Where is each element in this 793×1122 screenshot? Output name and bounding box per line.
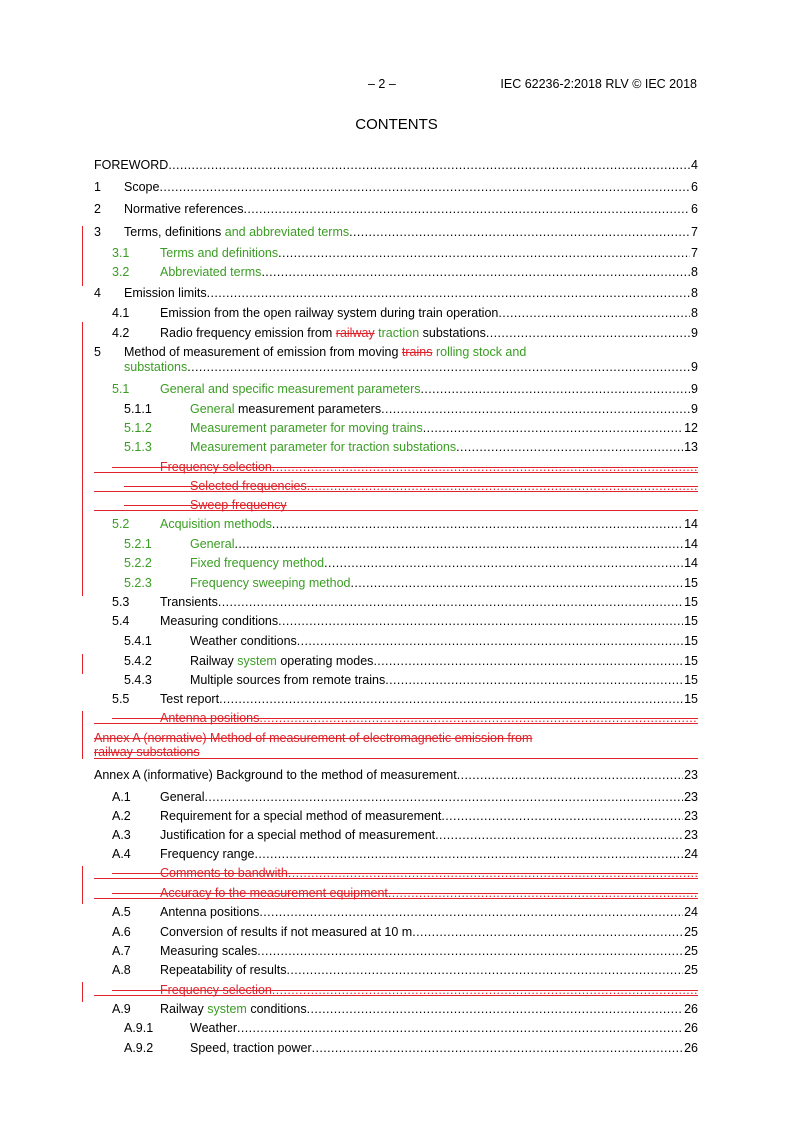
document-reference: IEC 62236-2:2018 RLV © IEC 2018 bbox=[500, 77, 697, 91]
toc-entry-a5[interactable]: A.5 Antenna positions ..... 24 bbox=[94, 905, 698, 924]
change-bar bbox=[82, 322, 83, 596]
toc-entry-a7[interactable]: A.7 Measuring scales ..... 25 bbox=[94, 944, 698, 963]
page-number: – 2 – bbox=[368, 77, 396, 91]
toc-entry-5-4[interactable]: 5.4 Measuring conditions ..... 15 bbox=[94, 614, 698, 633]
toc-entry-5-1-2[interactable]: 5.1.2 Measurement parameter for moving trains ..... 12 bbox=[94, 421, 698, 440]
toc-deleted-annex: Annex A (normative) Method of measurement of electromagnetic emission from railway substations bbox=[94, 731, 698, 759]
toc-deleted-entry: Selected frequencies ..... bbox=[94, 479, 698, 492]
toc-entry-4-1[interactable]: 4.1 Emission from the open railway system during train operation ..... 8 bbox=[94, 306, 698, 325]
change-bar bbox=[82, 982, 83, 1002]
change-bar bbox=[82, 711, 83, 759]
toc-entry-5-5[interactable]: 5.5 Test report ..... 15 bbox=[94, 692, 698, 711]
toc-entry-3-2[interactable]: 3.2 Abbreviated terms ..... 8 bbox=[94, 265, 698, 284]
toc-entry-5-2-2[interactable]: 5.2.2 Fixed frequency method ..... 14 bbox=[94, 556, 698, 575]
toc-entry-5-4-3[interactable]: 5.4.3 Multiple sources from remote trains ..... 15 bbox=[94, 673, 698, 692]
toc-entry-5-4-2[interactable]: 5.4.2 Railway system operating modes ..... 15 bbox=[94, 654, 698, 673]
toc-entry-a9-2[interactable]: A.9.2 Speed, traction power ..... 26 bbox=[94, 1041, 698, 1060]
toc-entry-a8[interactable]: A.8 Repeatability of results ..... 25 bbox=[94, 963, 698, 982]
toc-entry-a2[interactable]: A.2 Requirement for a special method of measurement ..... 23 bbox=[94, 809, 698, 828]
toc-deleted-entry: Comments to bandwith ..... bbox=[94, 866, 698, 879]
toc-entry-a1[interactable]: A.1 General ..... 23 bbox=[94, 790, 698, 809]
change-bar bbox=[82, 866, 83, 904]
toc-deleted-entry: Sweep frequency bbox=[94, 498, 698, 511]
page-title: CONTENTS bbox=[355, 116, 438, 133]
change-bar bbox=[82, 654, 83, 674]
toc-deleted-entry: Accuracy fo the measurement equipment ..... bbox=[94, 886, 698, 899]
toc-entry-a6[interactable]: A.6 Conversion of results if not measured at 10 m ..... 25 bbox=[94, 925, 698, 944]
toc-entry-3[interactable]: 3 Terms, definitions and abbreviated terms ..... 7 bbox=[94, 225, 698, 244]
toc-entry-5-1[interactable]: 5.1 General and specific measurement parameters ..... 9 bbox=[94, 382, 698, 401]
toc-entry-5-2-3[interactable]: 5.2.3 Frequency sweeping method ..... 15 bbox=[94, 576, 698, 595]
toc-entry-a4[interactable]: A.4 Frequency range ..... 24 bbox=[94, 847, 698, 866]
toc-entry-5-2[interactable]: 5.2 Acquisition methods ..... 14 bbox=[94, 517, 698, 536]
toc-entry-annex-a[interactable]: Annex A (informative) Background to the method of measurement ..... 23 bbox=[94, 768, 698, 787]
toc-entry-5-3[interactable]: 5.3 Transients ..... 15 bbox=[94, 595, 698, 614]
toc-entry-3-1[interactable]: 3.1 Terms and definitions ..... 7 bbox=[94, 246, 698, 265]
toc-entry-a9-1[interactable]: A.9.1 Weather ..... 26 bbox=[94, 1021, 698, 1040]
toc-entry-5[interactable]: 5 Method of measurement of emission from moving trains rolling stock and substations ..... 9 bbox=[94, 345, 698, 379]
toc-entry-4-2[interactable]: 4.2 Radio frequency emission from railway traction substations ..... 9 bbox=[94, 326, 698, 345]
toc-entry-foreword[interactable]: FOREWORD ..... 4 bbox=[94, 158, 698, 177]
toc-entry-a3[interactable]: A.3 Justification for a special method of measurement ..... 23 bbox=[94, 828, 698, 847]
toc-deleted-entry: Antenna positions ..... bbox=[94, 711, 698, 724]
toc-entry-5-1-1[interactable]: 5.1.1 General measurement parameters ..... 9 bbox=[94, 402, 698, 421]
change-bar bbox=[82, 226, 83, 286]
toc-entry-5-4-1[interactable]: 5.4.1 Weather conditions ..... 15 bbox=[94, 634, 698, 653]
toc-entry-5-1-3[interactable]: 5.1.3 Measurement parameter for traction substations ..... 13 bbox=[94, 440, 698, 459]
toc-deleted-entry: Frequency selection ..... bbox=[94, 460, 698, 473]
toc-deleted-entry: Frequency selection ..... bbox=[94, 983, 698, 996]
toc-entry-a9[interactable]: A.9 Railway system conditions ..... 26 bbox=[94, 1002, 698, 1021]
toc-entry-1[interactable]: 1 Scope ..... 6 bbox=[94, 180, 698, 199]
toc-entry-5-2-1[interactable]: 5.2.1 General ..... 14 bbox=[94, 537, 698, 556]
toc-entry-2[interactable]: 2 Normative references ..... 6 bbox=[94, 202, 698, 221]
toc-entry-4[interactable]: 4 Emission limits ..... 8 bbox=[94, 286, 698, 305]
